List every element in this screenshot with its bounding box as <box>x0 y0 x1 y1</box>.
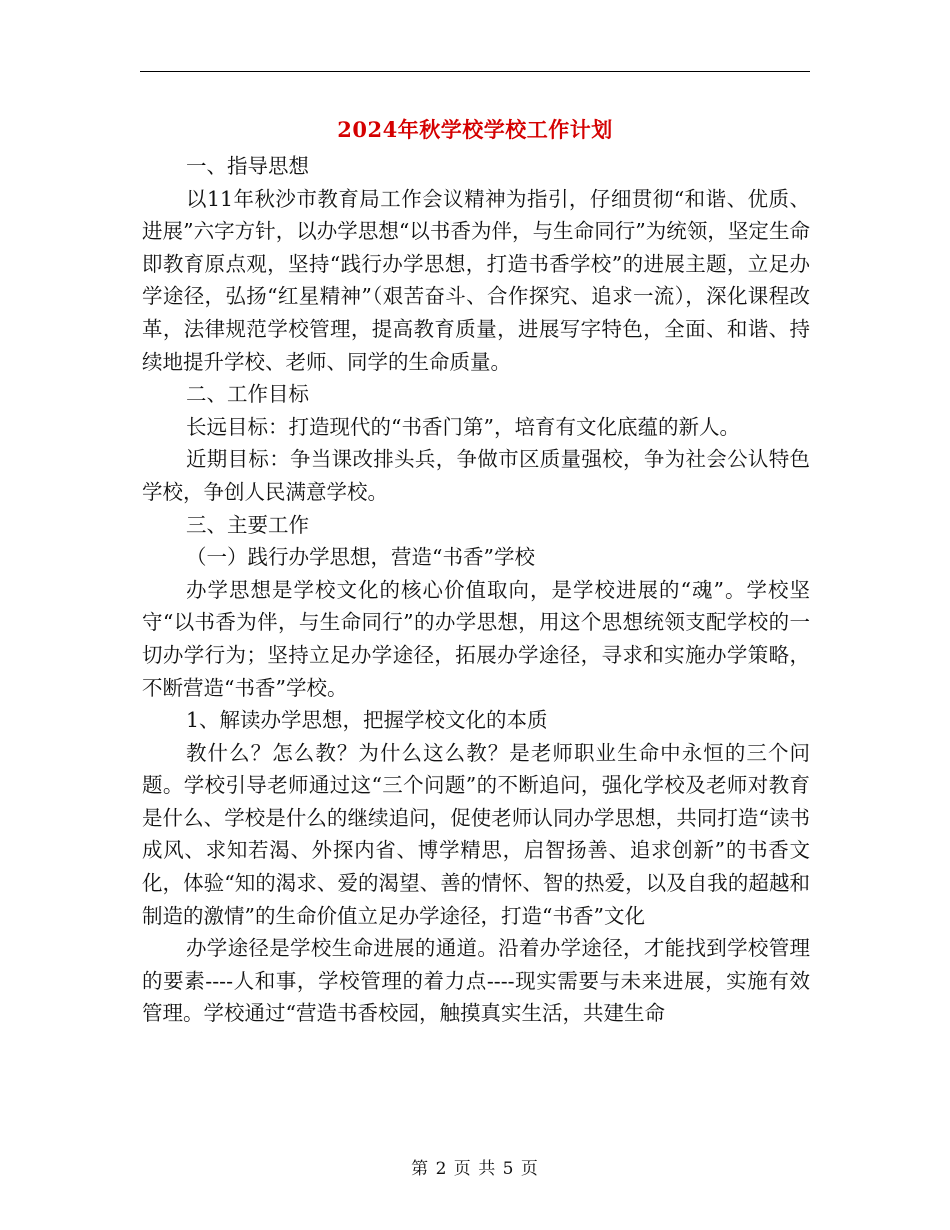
document-title: 2024年秋学校学校工作计划 <box>337 117 613 142</box>
paragraph: 以11年秋沙市教育局工作会议精神为指引，仔细贯彻“和谐、优质、进展”六字方针，以办学思想“以书香为伴，与生命同行”为统领，坚定生命即教育原点观，坚持“践行办学思想，打造书香学校”的进展主题，立足办学途径，弘扬“红星精神”（艰苦奋斗、合作探究、追求一流），深化课程改革，法律规范学校管理，提高教育质量，进展写字特色，全面、和谐、持续地提升学校、老师、同学的生命质量。 <box>142 186 810 374</box>
paragraph: 办学途径是学校生命进展的通道。沿着办学途径，才能找到学校管理的要素----人和事，学校管理的着力点----现实需要与未来进展，实施有效管理。学校通过“营造书香校园，触摸真实生活，共建生命 <box>142 936 810 1026</box>
subheading: （一）践行办学思想，营造“书香”学校 <box>186 545 535 570</box>
header-rule <box>140 71 810 72</box>
heading-main-work: 三、主要工作 <box>186 512 309 537</box>
paragraph: 近期目标：争当课改排头兵，争做市区质量强校，争为社会公认特色学校，争创人民满意学校。 <box>142 447 810 504</box>
heading-guiding-ideology: 一、指导思想 <box>186 154 309 178</box>
paragraph: 教什么？怎么教？为什么这么教？是老师职业生命中永恒的三个问题。学校引导老师通过这“三个问题”的不断追问，强化学校及老师对教育是什么、学校是什么的继续追问，促使老师认同办学思想，共同打造“读书成风、求知若渴、外探内省、博学精思，启智扬善、追求创新”的书香文化，体验“知的渴求、爱的渴望、善的情怀、智的热爱，以及自我的超越和制造的激情”的生命价值立足办学途径，打造“书香”文化 <box>142 740 810 928</box>
subheading: 1、解读办学思想，把握学校文化的本质 <box>186 708 548 733</box>
paragraph: 长远目标：打造现代的“书香门第”，培育有文化底蕴的新人。 <box>186 414 740 439</box>
page-footer: 第 2 页 共 5 页 <box>411 1159 539 1179</box>
heading-work-goals: 二、工作目标 <box>186 382 309 407</box>
paragraph: 办学思想是学校文化的核心价值取向，是学校进展的“魂”。学校坚守“以书香为伴，与生命同行”的办学思想，用这个思想统领支配学校的一切办学行为；坚持立足办学途径，拓展办学途径，寻求和实施办学策略，不断营造“书香”学校。 <box>142 577 810 700</box>
document-body <box>142 150 810 1030</box>
